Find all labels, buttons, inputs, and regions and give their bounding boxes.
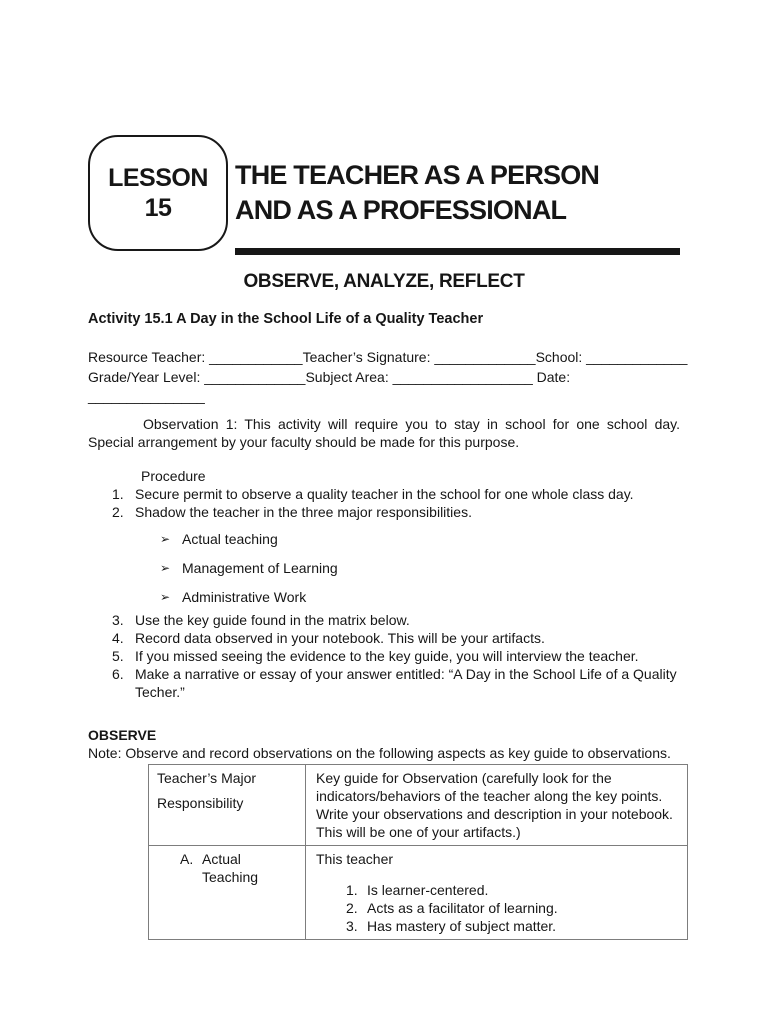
procedure-item-6: [88, 665, 680, 701]
item-number: 1.: [112, 485, 124, 502]
procedure-item-5: [88, 647, 680, 665]
page-title: [235, 158, 680, 228]
item-number: 5.: [112, 647, 124, 664]
observation-table: [148, 764, 688, 940]
table-header-row: [149, 765, 687, 846]
observe-note: Note: Observe and record observations on the following aspects as key guide to observations.: [88, 744, 671, 761]
teacher-quality-item-3: [316, 917, 679, 935]
header-right: [235, 135, 680, 255]
table-row-actual-teaching: [149, 846, 687, 939]
procedure-item-2: [88, 503, 680, 521]
item-text: Is learner-centered.: [367, 882, 489, 898]
observe-heading: OBSERVE: [88, 726, 157, 743]
bullet-text: Management of Learning: [182, 559, 338, 576]
lesson-number-box: [88, 135, 228, 251]
bullet-text: Actual teaching: [182, 530, 278, 547]
lesson-label: LESSON: [108, 164, 208, 192]
form-line-resource-teacher: Resource Teacher: ____________Teacher’s Signature: _____________School: _____________: [88, 349, 688, 365]
item-number: 2.: [346, 900, 358, 916]
title-line-1: THE TEACHER AS A PERSON: [235, 160, 600, 190]
form-line-date-blank: _______________: [88, 388, 205, 404]
cell-intro-text: This teacher: [316, 851, 394, 867]
cell-teachers-major-responsibility: [149, 765, 306, 845]
item-text: Record data observed in your notebook. This will be your artifacts.: [135, 629, 545, 646]
bullet-item-management-of-learning: [88, 559, 680, 577]
bullet-item-actual-teaching: [88, 530, 680, 548]
item-text: Make a narrative or essay of your answer entitled: “A Day in the School Life of a Quality Techer.”: [135, 665, 677, 700]
document-content: [88, 135, 688, 940]
form-line-grade-level: Grade/Year Level: _____________Subject Area: __________________ Date:: [88, 368, 571, 385]
cell-this-teacher: [306, 846, 687, 939]
procedure-item-4: [88, 629, 680, 647]
arrow-bullet-icon: ➢: [160, 589, 171, 604]
item-text: If you missed seeing the evidence to the key guide, you will interview the teacher.: [135, 647, 639, 664]
cell-actual-teaching: [149, 846, 306, 939]
item-number: 1.: [346, 882, 358, 898]
cell-text: Teacher’s Major: [157, 770, 257, 786]
observation-paragraph: Observation 1: This activity will require you to stay in school for one school day. Special arrangement by your faculty should be made for this purpose.: [88, 415, 680, 450]
procedure-items-3-6: [88, 611, 680, 701]
procedure-item-3: [88, 611, 680, 629]
procedure-item-1: [88, 485, 680, 503]
item-number: 3.: [112, 611, 124, 628]
section-heading: OBSERVE, ANALYZE, REFLECT: [243, 271, 525, 292]
item-number: 6.: [112, 665, 124, 682]
cell-label: [157, 850, 299, 886]
teacher-quality-item-1: [316, 881, 679, 899]
title-line-2: AND AS A PROFESSIONAL: [235, 195, 567, 225]
title-underline-bar: [235, 248, 680, 255]
arrow-bullet-icon: ➢: [160, 531, 171, 546]
item-text: Has mastery of subject matter.: [367, 918, 557, 934]
cell-item-list: [316, 881, 679, 935]
item-number: 3.: [346, 918, 358, 934]
item-letter: A.: [180, 851, 194, 867]
bullet-text: Administrative Work: [182, 588, 307, 605]
procedure-label: Procedure: [141, 467, 206, 484]
cell-text: Responsibility: [157, 795, 244, 811]
item-number: 2.: [112, 503, 124, 520]
item-text: Acts as a facilitator of learning.: [367, 900, 558, 916]
lesson-number: 15: [144, 194, 172, 222]
lesson-header: [88, 135, 680, 255]
cell-key-guide-for-observation: Key guide for Observation (carefully look for the indicators/behaviors of the teacher along the key points. Write your observations and description in your notebook. This will be one of your artifacts.): [316, 770, 673, 840]
activity-title: Activity 15.1 A Day in the School Life of a Quality Teacher: [88, 311, 484, 327]
item-text: Shadow the teacher in the three major responsibilities.: [135, 503, 472, 520]
teacher-quality-item-2: [316, 899, 679, 917]
item-text: Secure permit to observe a quality teacher in the school for one whole class day.: [135, 485, 634, 502]
item-text: Actual Teaching: [202, 851, 259, 885]
bullet-item-administrative-work: [88, 588, 680, 606]
form-fields: [88, 348, 688, 407]
arrow-bullet-icon: ➢: [160, 560, 171, 575]
item-text: Use the key guide found in the matrix below.: [135, 611, 410, 628]
item-number: 4.: [112, 629, 124, 646]
